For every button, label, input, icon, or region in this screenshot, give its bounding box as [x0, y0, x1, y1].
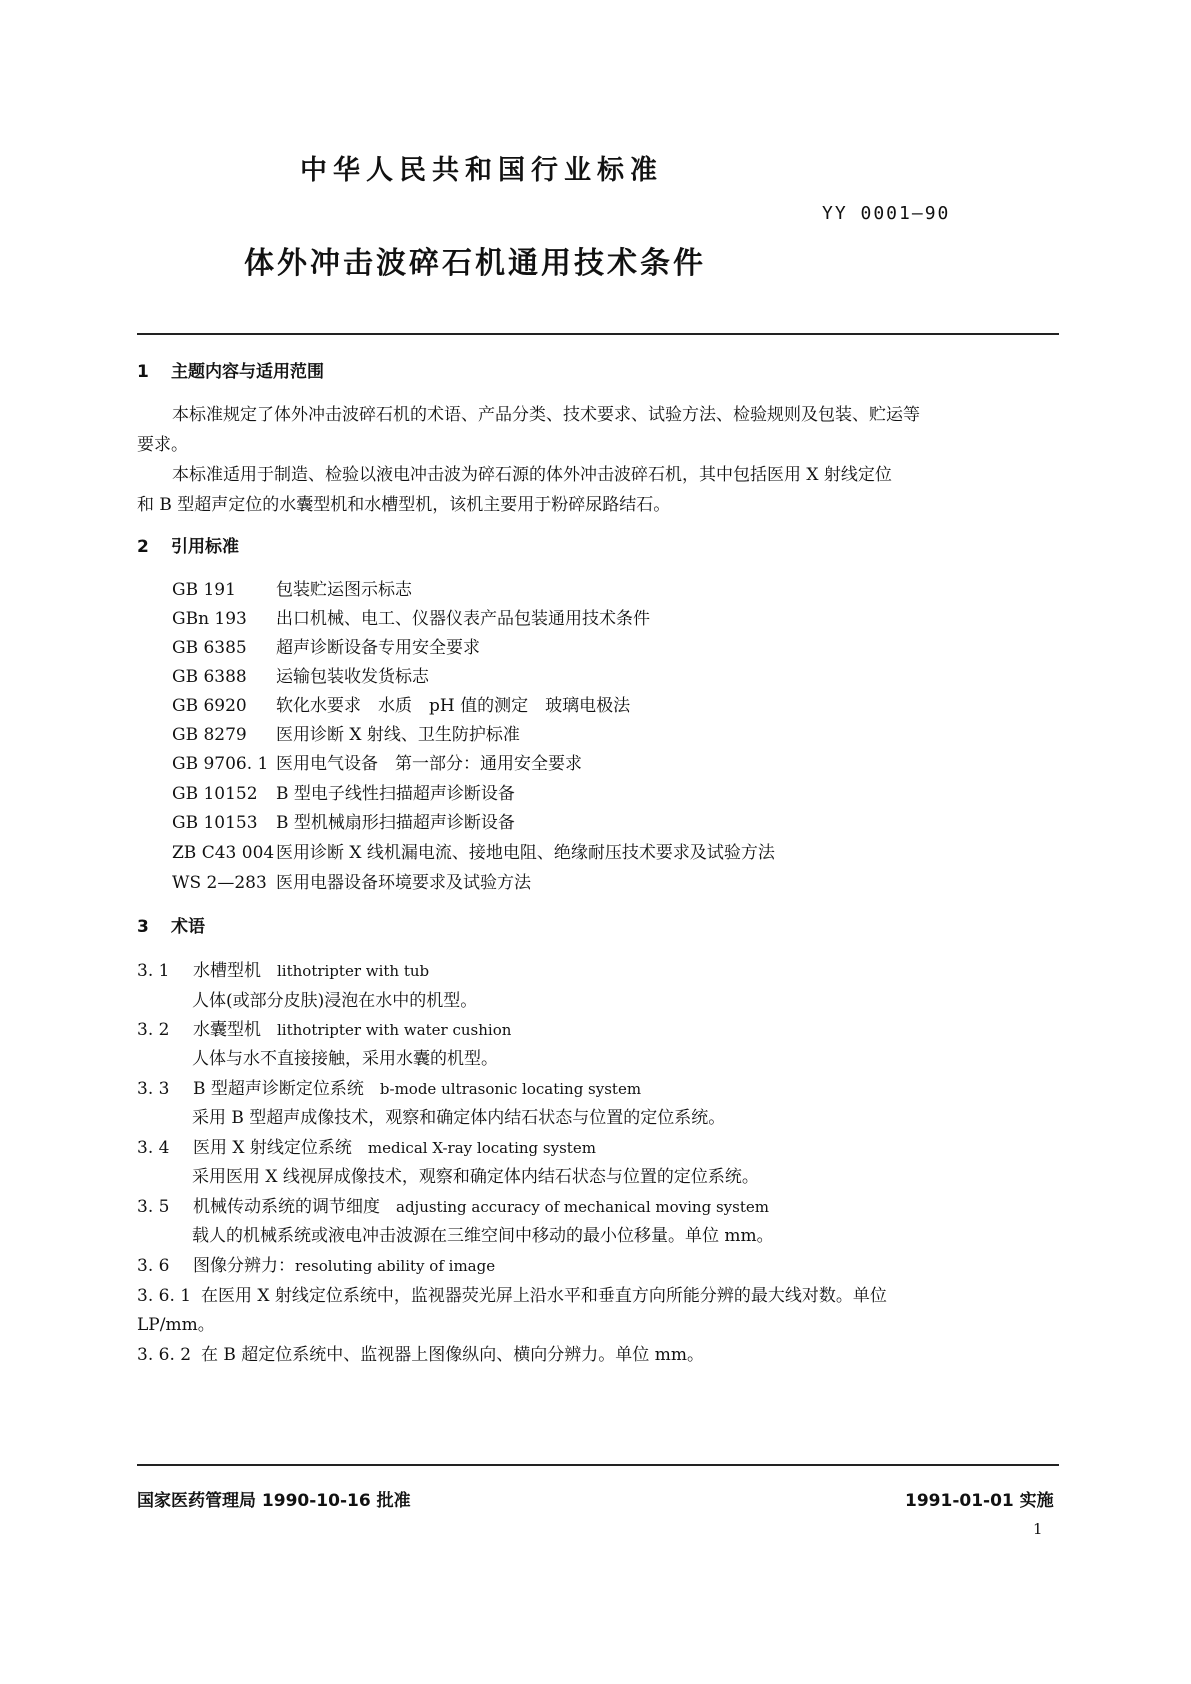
reference-name: B 型电子线性扫描超声诊断设备 — [276, 784, 515, 804]
reference-code: GB 9706. 1 — [172, 754, 269, 774]
reference-item — [172, 808, 515, 833]
section-number: 2 — [137, 537, 149, 557]
term-english: b-mode ultrasonic locating system — [379, 1080, 642, 1098]
term-number: 3. 6. 2 — [137, 1345, 192, 1365]
reference-code: GB 10152 — [172, 784, 258, 804]
section-1-heading — [137, 357, 324, 382]
term-definition-continued: LP/mm。 — [137, 1315, 215, 1335]
term-english: resoluting ability of image — [295, 1257, 496, 1275]
term-number: 3. 5 — [137, 1197, 170, 1217]
reference-item — [172, 838, 775, 863]
term-entry — [137, 1074, 641, 1099]
reference-name: 医用诊断 X 射线、卫生防护标准 — [276, 725, 520, 745]
term-definition: 载人的机械系统或液电冲击波源在三维空间中移动的最小位移量。单位 mm。 — [192, 1226, 774, 1246]
term-definition: 采用 B 型超声成像技术，观察和确定体内结石状态与位置的定位系统。 — [192, 1108, 726, 1128]
approval-text: 国家医药管理局 1990-10-16 批准 — [137, 1491, 411, 1511]
reference-item — [172, 575, 412, 600]
reference-code: GBn 193 — [172, 609, 247, 629]
reference-item — [172, 720, 520, 745]
standard-code: YY 0001—90 — [822, 203, 951, 224]
term-english: medical X-ray locating system — [367, 1139, 596, 1157]
reference-item — [172, 604, 650, 629]
term-entry — [137, 956, 429, 981]
paragraph-line: 要求。 — [137, 435, 188, 455]
term-entry — [137, 1133, 596, 1158]
term-number: 3. 6. 1 — [137, 1286, 192, 1306]
reference-code: GB 8279 — [172, 725, 247, 745]
reference-code: GB 10153 — [172, 813, 258, 833]
reference-item — [172, 749, 582, 774]
reference-name: 包装贮运图示标志 — [276, 580, 412, 600]
term-chinese: 图像分辨力： — [193, 1256, 295, 1276]
term-entry — [137, 1192, 769, 1217]
term-chinese: 医用 X 射线定位系统 — [193, 1138, 352, 1158]
term-entry — [137, 1015, 511, 1040]
reference-name: 医用电器设备环境要求及试验方法 — [276, 873, 531, 893]
reference-code: ZB C43 004 — [172, 843, 275, 863]
term-number: 3. 2 — [137, 1020, 170, 1040]
reference-code: WS 2—283 — [172, 873, 267, 893]
reference-code: GB 6385 — [172, 638, 247, 658]
reference-name: 软化水要求 水质 pH 值的测定 玻璃电极法 — [276, 696, 631, 716]
term-definition: 采用医用 X 线视屏成像技术，观察和确定体内结石状态与位置的定位系统。 — [192, 1167, 759, 1187]
reference-item — [172, 779, 515, 804]
reference-item — [172, 633, 480, 658]
term-number: 3. 1 — [137, 961, 170, 981]
paragraph-line: 和 B 型超声定位的水囊型机和水槽型机，该机主要用于粉碎尿路结石。 — [137, 495, 671, 515]
reference-code: GB 6920 — [172, 696, 247, 716]
term-definition: 在医用 X 射线定位系统中，监视器荧光屏上沿水平和垂直方向所能分辨的最大线对数。单位 — [201, 1286, 887, 1306]
term-number: 3. 4 — [137, 1138, 170, 1158]
page-number: 1 — [1033, 1520, 1043, 1538]
section-2-heading — [137, 532, 239, 557]
reference-code: GB 191 — [172, 580, 236, 600]
document-title: 体外冲击波碎石机通用技术条件 — [244, 246, 706, 281]
term-english: lithotripter with water cushion — [277, 1021, 512, 1039]
term-english: adjusting accuracy of mechanical moving system — [396, 1198, 769, 1216]
term-entry — [137, 1251, 495, 1276]
section-3-heading — [137, 912, 205, 937]
reference-item — [172, 662, 429, 687]
section-number: 3 — [137, 917, 149, 937]
term-definition: 人体(或部分皮肤)浸泡在水中的机型。 — [192, 991, 478, 1011]
term-definition: 在 B 超定位系统中、监视器上图像纵向、横向分辨力。单位 mm。 — [201, 1345, 704, 1365]
term-chinese: 水囊型机 — [193, 1020, 261, 1040]
footer-divider — [137, 1464, 1059, 1466]
term-chinese: B 型超声诊断定位系统 — [193, 1079, 364, 1099]
section-title: 术语 — [171, 917, 205, 937]
section-title: 引用标准 — [171, 537, 239, 557]
reference-code: GB 6388 — [172, 667, 247, 687]
reference-name: 医用电气设备 第一部分：通用安全要求 — [276, 754, 582, 774]
section-title: 主题内容与适用范围 — [171, 362, 324, 382]
term-chinese: 机械传动系统的调节细度 — [193, 1197, 380, 1217]
term-chinese: 水槽型机 — [193, 961, 261, 981]
term-definition: 人体与水不直接接触，采用水囊的机型。 — [192, 1049, 498, 1069]
section-number: 1 — [137, 362, 149, 382]
term-number: 3. 6 — [137, 1256, 170, 1276]
org-title: 中华人民共和国行业标准 — [300, 155, 663, 186]
term-entry — [137, 1340, 704, 1365]
reference-item — [172, 868, 531, 893]
paragraph-line: 本标准适用于制造、检验以液电冲击波为碎石源的体外冲击波碎石机，其中包括医用 X 射线定位 — [172, 465, 892, 485]
effective-date: 1991-01-01 实施 — [905, 1491, 1054, 1511]
header-divider — [137, 333, 1059, 335]
reference-name: 超声诊断设备专用安全要求 — [276, 638, 480, 658]
reference-item — [172, 691, 630, 716]
reference-name: 医用诊断 X 线机漏电流、接地电阻、绝缘耐压技术要求及试验方法 — [276, 843, 775, 863]
reference-name: B 型机械扇形扫描超声诊断设备 — [276, 813, 515, 833]
reference-name: 运输包装收发货标志 — [276, 667, 429, 687]
paragraph-line: 本标准规定了体外冲击波碎石机的术语、产品分类、技术要求、试验方法、检验规则及包装、贮运等 — [172, 405, 920, 425]
term-english: lithotripter with tub — [277, 962, 430, 980]
term-entry — [137, 1281, 887, 1306]
reference-name: 出口机械、电工、仪器仪表产品包装通用技术条件 — [276, 609, 650, 629]
term-number: 3. 3 — [137, 1079, 170, 1099]
